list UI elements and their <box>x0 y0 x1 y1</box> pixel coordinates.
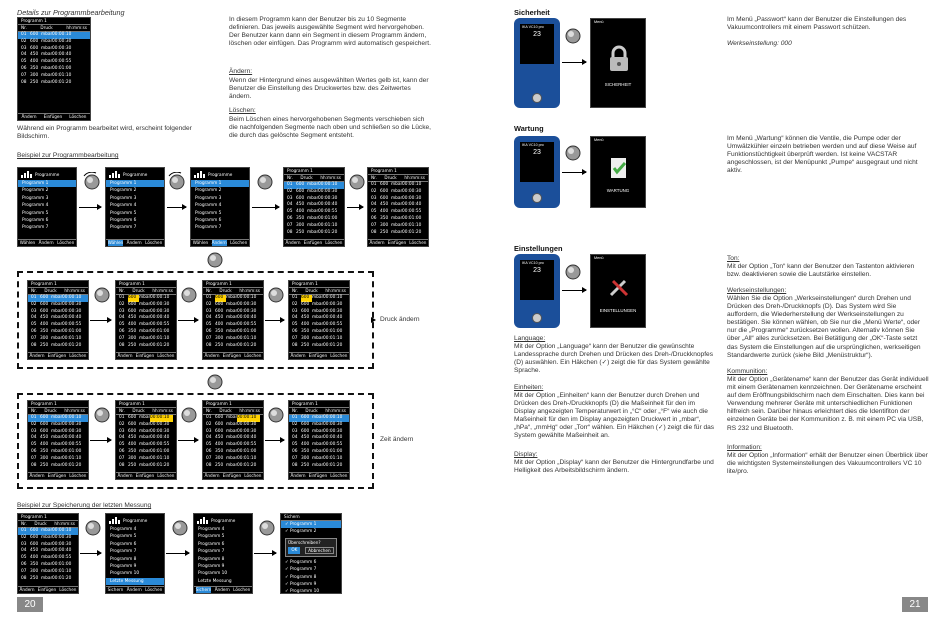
rotary-knob-icon <box>179 405 199 425</box>
table-row[interactable]: 06 350 mbar 00:01:00 <box>31 328 82 334</box>
table-row[interactable]: 02 600 mbar 00:00:30 <box>287 188 338 194</box>
table-row[interactable]: 03 600 mbar 00:00:30 <box>287 195 338 201</box>
table-row[interactable]: 01 600 mbar 00:00:10 <box>116 415 176 422</box>
table-row[interactable]: 08 250 mbar 00:01:20 <box>21 79 72 85</box>
table-row[interactable]: 03 600 mbar 00:00:30 <box>206 428 257 434</box>
footer-button[interactable]: Löschen <box>145 240 163 245</box>
loeschen-title: Löschen: <box>229 107 256 114</box>
table-row[interactable]: 06 350 mbar 00:01:00 <box>206 448 257 454</box>
table-row[interactable]: 02 600 mbar 00:00:30 <box>31 421 82 427</box>
footer-button[interactable]: Löschen <box>57 240 75 245</box>
table-row[interactable]: 07 300 mbar 00:01:10 <box>292 335 343 341</box>
table-row[interactable]: 08 250 mbar 00:01:20 <box>206 342 257 348</box>
arrow-icon <box>562 62 586 63</box>
komm-text: Mit der Option „Gerätename“ kann der Benutzer das Gerät individuell mit einem Gerätenamen kennzeichnen. Der Gerätename erscheint auf dem Eröffnungsbildschirm nach dem Einschalten. Dies kann bei Verwendung mehrerer Geräte mit unterschiedlichen Funktionen hilfreich sein. Darüber hinaus erleichtert dies die Identifiton der einzelnen Geräte bei der Kommunition z. B. mit einem PC via USB, RS 232 und Bluetooth. <box>727 376 929 432</box>
table-row[interactable]: 03 600 mbar 00:00:30 <box>292 428 343 434</box>
komm-title: Kommunition: <box>727 368 768 375</box>
menu-item[interactable]: Programm 1 <box>106 180 164 187</box>
menu-item[interactable]: Programm 4 <box>195 203 222 209</box>
rotary-knob-icon <box>82 172 102 192</box>
rotary-knob-icon <box>205 250 225 270</box>
table-row[interactable]: 06 350 mbar 00:01:00 <box>287 215 338 221</box>
display-text: Mit der Option „Display“ kann der Benutzer die Hintergrundfarbe und Helligkeit des Arbeitsbildschirm ändern. <box>514 459 714 475</box>
table-row[interactable]: 06 350 mbar 00:01:00 <box>371 215 422 221</box>
table-row[interactable]: 04 450 mbar 00:00:40 <box>206 435 257 441</box>
table-row[interactable]: 04 450 mbar 00:00:40 <box>31 435 82 441</box>
chart-icon <box>109 517 120 524</box>
rotary-knob-icon <box>92 405 112 425</box>
page-number-left: 20 <box>17 597 43 612</box>
programs-menu-screen-2: Programme Programm 1 Programm 2 Programm 3 Programm 4 Programm 5 Programm 6 Programm 7 Wählen Ändern Löschen <box>105 167 165 247</box>
display-title: Display: <box>514 451 538 458</box>
table-row[interactable]: 05 400 mbar 00:00:55 <box>287 209 338 215</box>
menu-item[interactable]: Programm 7 <box>195 225 222 231</box>
column-headers: Nr. Druck hh:mm:ss <box>18 25 90 32</box>
dialog-item: ✓ Programm 10 <box>285 589 320 594</box>
werk-title: Werkseinstellungen: <box>727 287 787 294</box>
menu-item[interactable]: Letzte Messung <box>198 578 232 584</box>
dialog-title: Sichern <box>284 514 300 519</box>
arrow-icon <box>265 320 284 321</box>
table-row[interactable]: 01 600 mbar 00:00:10 <box>292 295 343 300</box>
table-row[interactable]: 06 350 mbar 00:01:00 <box>119 328 170 334</box>
menu-item[interactable]: Letzte Messung <box>106 578 164 585</box>
arrow-icon <box>252 207 279 208</box>
menu-item[interactable]: Programm 6 <box>195 218 222 224</box>
menu-item[interactable]: Programm 3 <box>195 195 222 201</box>
label-zeit: Zeit ändern <box>380 436 414 443</box>
dialog-item: ✓ Programm 2 <box>285 529 317 535</box>
intro-text: In diesem Programm kann der Benutzer bis zu 10 Segmente definieren. Das jeweils ausgewählte Segment wird hervorgehoben. Der Benutzer kann dann ein Segment in diesem Programm ändern, löschen oder einfügen. Das Programm wird automatisch gespeichert. <box>229 16 431 48</box>
table-row[interactable]: 07 300 mbar 00:01:10 <box>206 455 257 461</box>
table-row[interactable]: 08 250 mbar 00:01:20 <box>287 229 338 235</box>
table-row[interactable]: 02 600 mbar 00:00:30 <box>21 38 72 44</box>
rotary-knob-icon <box>563 262 583 282</box>
table-row[interactable]: 06 350 mbar 00:01:00 <box>21 65 72 71</box>
arrow-icon <box>79 207 101 208</box>
tools-icon <box>607 275 631 299</box>
menu-item[interactable]: Programm 9 <box>198 564 225 570</box>
sicherheit-screen: Menü SICHERHEIT <box>590 18 646 108</box>
arrow-icon <box>562 290 586 291</box>
menu-item[interactable]: Programm 7 <box>110 225 137 231</box>
program-edit-screen-1: Programm 1 Nr. Druck hh:mm:ss 01 600 mbar 00:00:10 02 600 mbar 00:00:30 03 600 mbar 00:00:30 04 450 mbar 00:00:40 05 400 mbar 00:00:55 06 350 mbar 00:01:00 07 300 mbar 00:01:10 08 250 mbar 00:01:20 Ändern Einfügen Löschen <box>283 167 345 247</box>
footer-button[interactable]: Löschen <box>230 240 248 245</box>
screen-footer: Ändern Einfügen Löschen <box>18 113 90 120</box>
table-row[interactable]: 02 600 mbar 00:00:30 <box>21 534 72 540</box>
rotary-knob-icon <box>266 405 286 425</box>
menu-item[interactable]: Programm 10 <box>198 571 228 577</box>
table-row[interactable]: 03 600 mbar 00:00:30 <box>31 428 82 434</box>
chart-icon <box>194 171 205 178</box>
table-row[interactable]: 08 250 mbar 00:01:20 <box>371 229 422 235</box>
table-row[interactable]: 03 600 mbar 00:00:30 <box>206 308 257 314</box>
menu-item[interactable]: Programm 6 <box>198 541 225 547</box>
clipboard-check-icon <box>607 155 631 181</box>
table-row[interactable]: 05 400 mbar 00:00:55 <box>371 209 422 215</box>
table-row[interactable]: 07 300 mbar 00:01:10 <box>21 568 72 574</box>
arrow-icon <box>166 553 189 554</box>
menu-item[interactable]: Programm 4 <box>22 203 49 209</box>
loeschen-text: Beim Löschen eines hervorgehobenen Segments verschieben sich die nachfolgenden Segmente nach oben und schließen so die Lücke, die durch das gelöschte Segment entsteht. <box>229 116 431 140</box>
menu-item[interactable]: Programm 4 <box>110 527 137 532</box>
arrow-icon <box>562 172 586 173</box>
table-row[interactable]: 05 400 mbar 00:00:55 <box>292 322 343 328</box>
arrow-icon <box>90 320 111 321</box>
table-row[interactable]: 05 400 mbar 00:00:55 <box>292 442 343 448</box>
werk-text: Wählen Sie die Option „Werkseinstellungen“ durch Drehen und Drücken des Dreh-/Druckknopfs (D). Das System wird Sie auffordern, die Wiederherstellung der Werkseinstellungen zu bestätigen. Sie können wählen, ob Sie nur die „Menü Werte“, oder nur die „Programme“ zurücksetzen wollen. Alternativ können Sie über „All“ alles zurücksetzen. Bei Betätigung der „OK“-Taste setzt das System die Einstellungen auf die ursprünglichen, werkseitigen Standardwerte zurück (siehe Bild „Menüstruktur“). <box>727 295 921 359</box>
wartung-title: Wartung <box>514 124 544 133</box>
menu-item[interactable]: Programm 6 <box>110 218 137 224</box>
table-row[interactable]: 01 600 mbar 00:00:10 <box>18 528 78 535</box>
footer-button[interactable]: Löschen <box>145 587 163 592</box>
rotary-knob-icon <box>167 172 187 192</box>
controller-device: IKA VC10 pro 23 <box>514 136 560 208</box>
menu-item[interactable]: Programm 7 <box>198 549 225 555</box>
table-row[interactable]: 03 600 mbar 00:00:30 <box>31 308 82 314</box>
save-program-screen: Programm 1 Nr. Druck hh:mm:ss 01 600 mbar 00:00:10 02 600 mbar 00:00:30 03 600 mbar 00:00:30 04 450 mbar 00:00:40 05 400 mbar 00:00:55 06 350 mbar 00:01:00 07 300 mbar 00:01:10 08 250 mbar 00:01:20 Ändern Einfügen Löschen <box>17 513 79 594</box>
arrow-icon <box>90 440 111 441</box>
einheiten-title: Einheiten: <box>514 384 544 391</box>
table-row[interactable]: 01 600 mbar 00:00:10 <box>284 182 344 189</box>
footer-button[interactable]: Sichern <box>195 587 212 592</box>
language-text: Mit der Option „Language“ kann der Benutzer die gewünschte Landessprache durch Drehen und Drücken des Dreh-/Druckknopfes (D) auswählen. Ein Häkchen (✓) zeigt die für das System gewählte Sprache. <box>514 343 714 375</box>
dialog-item: ✓ Programm 9 <box>285 582 317 588</box>
table-row[interactable]: 03 600 mbar 00:00:30 <box>292 308 343 314</box>
table-row[interactable]: 07 300 mbar 00:01:10 <box>292 455 343 461</box>
table-row[interactable]: 06 350 mbar 00:01:00 <box>206 328 257 334</box>
table-row[interactable]: 05 400 mbar 00:00:55 <box>31 442 82 448</box>
info-text: Mit der Option „Information“ erhält der Benutzer einen Überblick über die wichtigsten Systemeinstellungen des Vakuumcontrollers VC 10 lite/pro. <box>727 452 928 476</box>
table-row[interactable]: 03 600 mbar 00:00:30 <box>21 541 72 547</box>
table-row[interactable]: 07 300 mbar 00:01:10 <box>21 72 72 78</box>
table-row[interactable]: 08 250 mbar 00:01:20 <box>206 462 257 468</box>
table-row[interactable]: 02 600 mbar 00:00:30 <box>119 301 170 307</box>
menu-item[interactable]: Programm 2 <box>22 188 49 194</box>
program-screen <box>17 17 91 121</box>
menu-item[interactable]: Programm 8 <box>110 556 137 562</box>
menu-item[interactable]: Programm 1 <box>18 180 76 187</box>
druck-screen-2: Programm 1 Nr. Druck hh:mm:ss 01 600 mbar 00:00:10 02 600 mbar 00:00:30 03 600 mbar 00:00:30 04 450 mbar 00:00:40 05 400 mbar 00:00:55 06 350 mbar 00:01:00 07 300 mbar 00:01:10 08 250 mbar 00:01:20 Ändern Einfügen Löschen <box>115 280 177 360</box>
chart-icon <box>21 171 32 178</box>
menu-item[interactable]: Programm 2 <box>110 188 137 194</box>
aendern-title: Ändern: <box>229 68 253 75</box>
menu-item[interactable]: Programm 5 <box>198 534 225 540</box>
menu-item[interactable]: Programm 10 <box>110 571 140 577</box>
einstellungen-title: Einstellungen <box>514 244 563 253</box>
menu-item[interactable]: Programm 2 <box>195 188 222 194</box>
programs-menu-screen-3: Programme Programm 1 Programm 2 Programm 3 Programm 4 Programm 5 Programm 6 Programm 7 Wählen Ändern Löschen <box>190 167 250 247</box>
example-edit-title: Beispiel zur Programmbearbeitung <box>17 152 119 159</box>
table-row[interactable]: 04 450 mbar 00:00:40 <box>119 315 170 321</box>
sicherheit-text: Im Menü „Passwort“ kann der Benutzer die Einstellungen des Vakuumcontrollers mit einem Passwort schützen. <box>727 16 907 32</box>
rotary-knob-icon <box>92 285 112 305</box>
rotary-knob-icon <box>179 285 199 305</box>
table-row[interactable]: 03 600 mbar 00:00:30 <box>21 45 72 51</box>
table-row[interactable]: 03 600 mbar 00:00:30 <box>119 308 170 314</box>
table-row[interactable]: 08 250 mbar 00:01:20 <box>31 342 82 348</box>
table-row[interactable]: 07 300 mbar 00:01:10 <box>206 335 257 341</box>
caption-under-screen: Während ein Programm bearbeitet wird, erscheint folgender Bildschirm. <box>17 125 192 141</box>
dialog-question: Überschreiben? <box>288 539 321 545</box>
zeit-screen-1: Programm 1 Nr. Druck hh:mm:ss 01 600 mbar 00:00:10 02 600 mbar 00:00:30 03 600 mbar 00:00:30 04 450 mbar 00:00:40 05 400 mbar 00:00:55 06 350 mbar 00:01:00 07 300 mbar 00:01:10 08 250 mbar 00:01:20 Ändern Einfügen Löschen <box>27 400 89 480</box>
druck-screen-1: Programm 1 Nr. Druck hh:mm:ss 01 600 mbar 00:00:10 02 600 mbar 00:00:30 03 600 mbar 00:00:30 04 450 mbar 00:00:40 05 400 mbar 00:00:55 06 350 mbar 00:01:00 07 300 mbar 00:01:10 08 250 mbar 00:01:20 Ändern Einfügen Löschen <box>27 280 89 360</box>
druck-screen-3: Programm 1 Nr. Druck hh:mm:ss 01 600 mbar 00:00:10 02 600 mbar 00:00:30 03 600 mbar 00:00:30 04 450 mbar 00:00:40 05 400 mbar 00:00:55 06 350 mbar 00:01:00 07 300 mbar 00:01:10 08 250 mbar 00:01:20 Ändern Einfügen Löschen <box>202 280 264 360</box>
program-edit-screen-2: Programm 1 Nr. Druck hh:mm:ss 01 600 mbar 00:00:10 02 600 mbar 00:00:30 03 600 mbar 00:00:30 04 450 mbar 00:00:40 05 400 mbar 00:00:55 06 350 mbar 00:01:00 07 300 mbar 00:01:10 08 250 mbar 00:01:20 Ändern Einfügen Löschen <box>367 167 429 247</box>
footer-button[interactable]: Ändern <box>214 587 230 592</box>
table-row[interactable]: 05 400 mbar 00:00:55 <box>31 322 82 328</box>
arrow-icon <box>178 320 198 321</box>
rotary-knob-icon <box>532 93 542 103</box>
druck-screen-4: Programm 1 Nr. Druck hh:mm:ss 01 600 mbar 00:00:10 02 600 mbar 00:00:30 03 600 mbar 00:00:30 04 450 mbar 00:00:40 05 400 mbar 00:00:55 06 350 mbar 00:01:00 07 300 mbar 00:01:10 08 250 mbar 00:01:20 Ändern Einfügen Löschen <box>288 280 350 360</box>
chart-icon <box>109 171 120 178</box>
footer-button[interactable]: Wählen <box>19 240 36 245</box>
ok-button[interactable]: OK <box>288 547 300 554</box>
table-row[interactable]: 04 450 mbar 00:00:40 <box>371 202 422 208</box>
table-row[interactable]: 08 250 mbar 00:01:20 <box>21 575 72 581</box>
rotary-knob-icon <box>563 143 583 163</box>
table-row[interactable]: 05 400 mbar 00:00:55 <box>206 322 257 328</box>
controller-device: IKA VC10 pro 23 <box>514 254 560 328</box>
table-row[interactable]: 07 300 mbar 00:01:10 <box>119 335 170 341</box>
controller-device: IKA VC10 pro 23 <box>514 18 560 108</box>
footer-button[interactable]: Ändern <box>126 587 142 592</box>
table-row[interactable]: 06 350 mbar 00:01:00 <box>292 328 343 334</box>
arrow-icon <box>167 207 186 208</box>
einheiten-text: Mit der Option „Einheiten“ kann der Benutzer durch Drehen und Drücken des Dreh-/Druckknopfs (D) die Maßeinheit für den im Display angezeigten Temperaturwert in „°C“ oder „°F“ wie auch die Maßeinheit für den im Display angezeigten Druckwert in „mbar“, „hPa“, „mmHg“ oder „Torr“ wählen. Ein Häkchen (✓) zeigt die für das System gewählte Maßeinheit an. <box>514 392 715 440</box>
table-row[interactable]: 08 250 mbar 00:01:20 <box>292 462 343 468</box>
table-row[interactable]: 04 450 mbar 00:00:40 <box>292 435 343 441</box>
label-druck: Druck ändern <box>380 316 420 323</box>
footer-button[interactable]: Ändern <box>126 240 142 245</box>
menu-item[interactable]: Programm 5 <box>110 534 137 540</box>
table-row[interactable]: 04 450 mbar 00:00:40 <box>119 435 170 441</box>
footer-button[interactable]: Löschen <box>233 587 251 592</box>
arrow-icon <box>178 440 198 441</box>
table-row[interactable]: 01 600 mbar 00:00:10 <box>203 415 263 422</box>
table-row[interactable]: 01 600 mbar 00:00:10 <box>119 295 170 300</box>
menu-item[interactable]: Programm 9 <box>110 564 137 570</box>
einstellungen-screen: Menü EINSTELLUNGEN <box>590 254 646 328</box>
rotary-knob-icon <box>255 172 275 192</box>
footer-button[interactable]: Ändern <box>211 240 227 245</box>
table-row[interactable]: 04 450 mbar 00:00:40 <box>21 548 72 554</box>
table-row[interactable]: 02 600 mbar 00:00:30 <box>206 301 257 307</box>
menu-item[interactable]: Programm 3 <box>110 195 137 201</box>
rotary-knob-icon <box>532 313 542 323</box>
aendern-text: Wenn der Hintergrund eines ausgewählten Wertes gelb ist, kann der Benutzer die Einstellung des Druckwertes bzw. des Zeitwertes ändern. <box>229 77 429 101</box>
table-row[interactable]: 01 600 mbar 00:00:10 <box>28 415 88 422</box>
rotary-knob-icon <box>83 518 103 538</box>
dialog-item: ✓ Programm 6 <box>285 559 317 565</box>
sicherheit-title: Sicherheit <box>514 8 550 17</box>
page-number-right: 21 <box>902 597 928 612</box>
chart-icon <box>197 517 208 524</box>
example-save-title: Beispiel zur Speicherung der letzten Messung <box>17 502 152 509</box>
menu-item[interactable]: Programm 5 <box>195 210 222 216</box>
rotary-knob-icon <box>347 172 367 192</box>
table-row[interactable]: 02 600 mbar 00:00:30 <box>119 421 170 427</box>
table-row[interactable]: 05 400 mbar 00:00:55 <box>119 442 170 448</box>
table-row[interactable]: 06 350 mbar 00:01:00 <box>21 561 72 567</box>
menu-item[interactable]: Programm 7 <box>110 549 137 555</box>
table-row[interactable]: 05 400 mbar 00:00:55 <box>21 59 72 65</box>
table-row[interactable]: 02 600 mbar 00:00:30 <box>206 421 257 427</box>
rotary-knob-icon <box>170 518 190 538</box>
table-row[interactable]: 07 300 mbar 00:01:10 <box>371 222 422 228</box>
rotary-knob-icon <box>532 193 542 203</box>
footer-button[interactable]: Sichern <box>107 587 124 592</box>
table-row[interactable]: 07 300 mbar 00:01:10 <box>119 455 170 461</box>
rotary-knob-icon <box>205 372 225 392</box>
ton-title: Ton: <box>727 255 740 262</box>
table-row[interactable]: 06 350 mbar 00:01:00 <box>119 448 170 454</box>
menu-item[interactable]: Programm 7 <box>22 225 49 231</box>
rotary-knob-icon <box>266 285 286 305</box>
menu-item[interactable]: Programm 5 <box>110 210 137 216</box>
table-row[interactable]: 04 450 mbar 00:00:40 <box>287 202 338 208</box>
table-row[interactable]: 05 400 mbar 00:00:55 <box>21 555 72 561</box>
menu-item[interactable]: Programm 3 <box>22 195 49 201</box>
table-row[interactable]: 07 300 mbar 00:01:10 <box>31 335 82 341</box>
save-dialog-screen <box>280 513 342 594</box>
footer-button[interactable]: Wählen <box>192 240 209 245</box>
table-row[interactable]: 07 300 mbar 00:01:10 <box>287 222 338 228</box>
language-title: Language: <box>514 335 546 342</box>
table-row[interactable]: 08 250 mbar 00:01:20 <box>119 462 170 468</box>
table-row[interactable]: 07 300 mbar 00:01:10 <box>31 455 82 461</box>
footer-button[interactable]: Ändern <box>38 240 54 245</box>
table-row[interactable]: 02 600 mbar 00:00:30 <box>31 301 82 307</box>
table-row[interactable]: 01 600 mbar 00:00:10 <box>18 32 90 39</box>
table-row[interactable]: 08 250 mbar 00:01:20 <box>31 462 82 468</box>
sicherheit-default: Werkseinstellung: 000 <box>727 40 792 47</box>
table-row[interactable]: 04 450 mbar 00:00:40 <box>206 315 257 321</box>
lock-icon <box>607 45 631 73</box>
ton-text: Mit der Option „Ton“ kann der Benutzer den Tastenton aktivieren bzw. deaktivieren sowie die Lautstärke einstellen. <box>727 263 915 279</box>
menu-item[interactable]: Programm 4 <box>110 203 137 209</box>
table-row[interactable]: 03 600 mbar 00:00:30 <box>119 428 170 434</box>
table-row[interactable]: 03 600 mbar 00:00:30 <box>371 195 422 201</box>
table-row[interactable]: 06 350 mbar 00:01:00 <box>31 448 82 454</box>
footer-button[interactable]: Wählen <box>107 240 124 245</box>
dialog-item: ✓ Programm 1 <box>281 521 341 528</box>
zeit-screen-2: Programm 1 Nr. Druck hh:mm:ss 01 600 mbar 00:00:10 02 600 mbar 00:00:30 03 600 mbar 00:00:30 04 450 mbar 00:00:40 05 400 mbar 00:00:55 06 350 mbar 00:01:00 07 300 mbar 00:01:10 08 250 mbar 00:01:20 Ändern Einfügen Löschen <box>115 400 177 480</box>
menu-item[interactable]: Programm 6 <box>110 541 137 547</box>
menu-item[interactable]: Programm 1 <box>191 180 249 187</box>
wartung-text: Im Menü „Wartung“ können die Ventile, die Pumpe oder der Umwälzkühler einzeln betrieben werden und auf diese Weise auf Funktionstüchtigkeit überprüft werden. Ist keine VACSTAR angeschlossen, ist der Menüpunkt „Pumpe“ ausgegraut und nicht aktiv. <box>727 135 918 175</box>
menu-item[interactable]: Programm 8 <box>198 556 225 562</box>
table-row[interactable]: 01 600 mbar 00:00:10 <box>289 415 349 422</box>
table-row[interactable]: 02 600 mbar 00:00:30 <box>292 301 343 307</box>
rotary-knob-icon <box>563 26 583 46</box>
table-row[interactable]: 06 350 mbar 00:01:00 <box>292 448 343 454</box>
menu-item[interactable]: Programm 5 <box>22 210 49 216</box>
zeit-screen-4: Programm 1 Nr. Druck hh:mm:ss 01 600 mbar 00:00:10 02 600 mbar 00:00:30 03 600 mbar 00:00:30 04 450 mbar 00:00:40 05 400 mbar 00:00:55 06 350 mbar 00:01:00 07 300 mbar 00:01:10 08 250 mbar 00:01:20 Ändern Einfügen Löschen <box>288 400 350 480</box>
table-row[interactable]: 04 450 mbar 00:00:40 <box>292 315 343 321</box>
table-row[interactable]: 01 600 mbar 00:00:10 <box>206 295 257 300</box>
details-title: Details zur Programmbearbeitung <box>17 8 125 17</box>
table-row[interactable]: 05 400 mbar 00:00:55 <box>206 442 257 448</box>
table-row[interactable]: 01 600 mbar 00:00:10 <box>28 295 88 302</box>
arrow-icon <box>80 553 101 554</box>
table-row[interactable]: 02 600 mbar 00:00:30 <box>292 421 343 427</box>
programs-late-screen-1: Programme Programm 4 Programm 5 Programm 6 Programm 7 Programm 8 Programm 9 Programm 10 Letzte Messung Sichern Ändern Löschen <box>105 513 165 594</box>
table-row[interactable]: 08 250 mbar 00:01:20 <box>119 342 170 348</box>
menu-item[interactable]: Programm 6 <box>22 218 49 224</box>
dialog-item: ✓ Programm 7 <box>285 567 317 573</box>
table-row[interactable]: 02 600 mbar 00:00:30 <box>371 188 422 194</box>
programs-late-screen-2: Programme Programm 4 Programm 5 Programm 6 Programm 7 Programm 8 Programm 9 Programm 10 Letzte Messung Sichern Ändern Löschen <box>193 513 253 594</box>
screen-title: Programm 1 <box>21 18 47 23</box>
table-row[interactable]: 04 450 mbar 00:00:40 <box>21 52 72 58</box>
cancel-button[interactable]: Abbrechen <box>305 547 334 554</box>
arrow-icon <box>265 440 284 441</box>
wartung-screen: Menü WARTUNG <box>590 136 646 208</box>
menu-item[interactable]: Programm 4 <box>198 527 225 532</box>
overwrite-dialog <box>285 538 337 557</box>
table-row[interactable]: 04 450 mbar 00:00:40 <box>31 315 82 321</box>
table-row[interactable]: 08 250 mbar 00:01:20 <box>292 342 343 348</box>
screen-header <box>18 18 90 25</box>
table-row[interactable]: 05 400 mbar 00:00:55 <box>119 322 170 328</box>
table-row[interactable]: 01 600 mbar 00:00:10 <box>371 182 422 187</box>
rotary-knob-icon <box>257 518 277 538</box>
zeit-screen-3: Programm 1 Nr. Druck hh:mm:ss 01 600 mbar 00:00:10 02 600 mbar 00:00:30 03 600 mbar 00:00:30 04 450 mbar 00:00:40 05 400 mbar 00:00:55 06 350 mbar 00:01:00 07 300 mbar 00:01:10 08 250 mbar 00:01:20 Ändern Einfügen Löschen <box>202 400 264 480</box>
arrow-icon <box>254 553 276 554</box>
info-title: Information: <box>727 444 762 451</box>
programs-menu-screen-1: Programme Programm 1 Programm 2 Programm 3 Programm 4 Programm 5 Programm 6 Programm 7 Wählen Ändern Löschen <box>17 167 77 247</box>
dialog-item: ✓ Programm 8 <box>285 574 317 580</box>
arrow-icon <box>347 207 363 208</box>
